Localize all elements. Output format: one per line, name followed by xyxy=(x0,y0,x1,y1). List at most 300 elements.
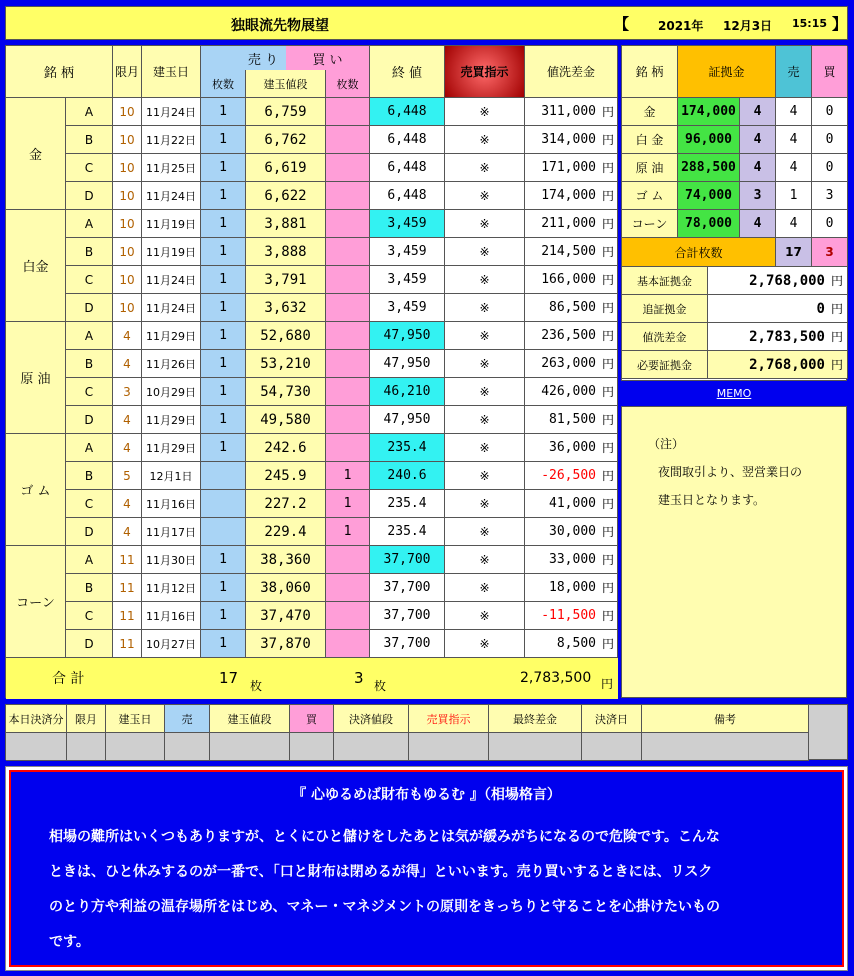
yen-unit: 円 xyxy=(601,189,614,203)
contract-month: 10 xyxy=(113,154,142,182)
side-row-count: 4 xyxy=(740,210,776,238)
position-date: 11月24日 xyxy=(142,294,201,322)
valuation-diff-cell xyxy=(525,462,618,490)
settlement-cell[interactable] xyxy=(334,733,409,761)
settlement-header-cell: 売買指示 xyxy=(409,705,489,733)
buy-count[interactable] xyxy=(326,322,370,350)
position-price[interactable]: 38,360 xyxy=(246,546,326,574)
memo-link[interactable]: MEMO xyxy=(716,386,752,400)
valuation-diff-cell xyxy=(525,182,618,210)
close-price: 6,448 xyxy=(370,98,445,126)
instruction-mark: ※ xyxy=(445,182,525,210)
instruction-mark: ※ xyxy=(445,378,525,406)
instruction-mark: ※ xyxy=(445,602,525,630)
side-row-name: コーン xyxy=(622,210,678,238)
valuation-diff: 36,000 xyxy=(549,440,596,455)
position-date: 10月27日 xyxy=(142,630,201,658)
contract-month: 4 xyxy=(113,350,142,378)
side-row-sell: 4 xyxy=(776,126,812,154)
sell-count[interactable]: 1 xyxy=(201,602,246,630)
settlement-cell[interactable] xyxy=(642,733,809,761)
side-summary xyxy=(622,267,848,379)
yen-unit: 円 xyxy=(601,385,614,399)
header-maisu-buy: 枚数 xyxy=(326,70,370,98)
buy-count[interactable] xyxy=(326,210,370,238)
buy-count[interactable] xyxy=(326,98,370,126)
contract-sub: A xyxy=(66,210,113,238)
sell-count[interactable]: 1 xyxy=(201,546,246,574)
sell-count[interactable]: 1 xyxy=(201,266,246,294)
summary-value: 2,768,000 xyxy=(749,272,825,289)
side-row-buy: 0 xyxy=(812,126,848,154)
yen-unit: 円 xyxy=(601,469,614,483)
summary-value-cell xyxy=(708,323,848,351)
buy-count[interactable] xyxy=(326,154,370,182)
contract-sub: C xyxy=(66,490,113,518)
contract-sub: B xyxy=(66,350,113,378)
position-date: 11月29日 xyxy=(142,406,201,434)
valuation-diff-cell xyxy=(525,350,618,378)
settlement-cell[interactable] xyxy=(210,733,290,761)
date-year: 2021年 xyxy=(658,19,704,33)
valuation-diff-cell xyxy=(525,322,618,350)
buy-count[interactable] xyxy=(326,378,370,406)
position-price[interactable]: 3,791 xyxy=(246,266,326,294)
contract-sub: C xyxy=(66,602,113,630)
sell-count[interactable]: 1 xyxy=(201,182,246,210)
buy-count[interactable]: 1 xyxy=(326,518,370,546)
settlement-cell[interactable] xyxy=(582,733,642,761)
sell-count[interactable]: 1 xyxy=(201,378,246,406)
yen-unit: 円 xyxy=(601,525,614,539)
side-rows xyxy=(622,98,848,238)
close-price: 47,950 xyxy=(370,322,445,350)
memo-line-note: （注） xyxy=(648,437,685,451)
yen-unit: 円 xyxy=(601,357,614,371)
contract-month: 4 xyxy=(113,434,142,462)
yen-unit: 円 xyxy=(830,330,843,344)
settlement-header xyxy=(6,705,849,733)
contract-sub: C xyxy=(66,266,113,294)
buy-count[interactable] xyxy=(326,406,370,434)
summary-value-cell xyxy=(708,351,848,379)
close-price: 3,459 xyxy=(370,266,445,294)
yen-unit: 円 xyxy=(601,273,614,287)
contract-sub: A xyxy=(66,98,113,126)
instruction-mark: ※ xyxy=(445,630,525,658)
valuation-diff-cell xyxy=(525,154,618,182)
side-row-count: 4 xyxy=(740,98,776,126)
close-price: 6,448 xyxy=(370,154,445,182)
sell-count[interactable] xyxy=(201,490,246,518)
yen-unit: 円 xyxy=(601,329,614,343)
side-row-buy: 0 xyxy=(812,98,848,126)
settlement-header-cell: 建玉日 xyxy=(106,705,165,733)
position-date: 11月29日 xyxy=(142,434,201,462)
page-title: 独眼流先物展望 xyxy=(231,18,329,34)
contract-month: 4 xyxy=(113,490,142,518)
total-sell-count: 17 xyxy=(219,669,239,687)
buy-count[interactable] xyxy=(326,434,370,462)
contract-sub: D xyxy=(66,630,113,658)
total-sell-unit: 枚 xyxy=(250,679,263,693)
summary-value-cell xyxy=(708,295,848,323)
sell-count[interactable]: 1 xyxy=(201,322,246,350)
date-bracket-close: 】 xyxy=(832,15,848,33)
settlement-cell[interactable] xyxy=(106,733,165,761)
header-gengetsu: 限月 xyxy=(113,46,142,98)
buy-count[interactable] xyxy=(326,182,370,210)
side-row-count: 3 xyxy=(740,182,776,210)
valuation-diff-cell xyxy=(525,210,618,238)
contract-month: 4 xyxy=(113,406,142,434)
side-row-amount: 96,000 xyxy=(678,126,740,154)
position-price[interactable]: 229.4 xyxy=(246,518,326,546)
position-date: 10月29日 xyxy=(142,378,201,406)
side-row-amount: 288,500 xyxy=(678,154,740,182)
proverb-line-3: のとり方や利益の温存場所をはじめ、マネー・マネジメントの原則をきっちりと守ることを心掛けたいもの xyxy=(49,899,721,915)
valuation-diff-cell xyxy=(525,546,618,574)
instruction-mark: ※ xyxy=(445,126,525,154)
group-label: コーン xyxy=(6,546,66,658)
contract-month: 11 xyxy=(113,574,142,602)
total-diff-yen: 円 xyxy=(601,677,614,691)
valuation-diff: -26,500 xyxy=(541,468,596,483)
header-shiji: 売買指示 xyxy=(445,46,525,98)
sell-count[interactable]: 1 xyxy=(201,630,246,658)
position-date: 11月24日 xyxy=(142,266,201,294)
side-row-sell: 4 xyxy=(776,98,812,126)
position-price[interactable]: 6,622 xyxy=(246,182,326,210)
position-price[interactable]: 227.2 xyxy=(246,490,326,518)
settlement-row xyxy=(6,733,849,761)
valuation-diff: 41,000 xyxy=(549,496,596,511)
side-row-amount: 74,000 xyxy=(678,182,740,210)
valuation-diff: 8,500 xyxy=(556,636,596,651)
summary-label: 追証拠金 xyxy=(622,295,708,323)
settlement-header-cell: 決済値段 xyxy=(334,705,409,733)
contract-month: 4 xyxy=(113,322,142,350)
position-price[interactable]: 3,632 xyxy=(246,294,326,322)
valuation-diff: -11,500 xyxy=(541,608,596,623)
valuation-diff: 18,000 xyxy=(549,580,596,595)
contract-sub: B xyxy=(66,238,113,266)
close-price: 6,448 xyxy=(370,126,445,154)
yen-unit: 円 xyxy=(601,441,614,455)
close-price: 6,448 xyxy=(370,182,445,210)
side-row-name: ゴ ム xyxy=(622,182,678,210)
position-date: 11月24日 xyxy=(142,182,201,210)
sell-count[interactable]: 1 xyxy=(201,406,246,434)
close-price: 37,700 xyxy=(370,602,445,630)
contract-sub: B xyxy=(66,462,113,490)
position-date: 11月12日 xyxy=(142,574,201,602)
position-price[interactable]: 38,060 xyxy=(246,574,326,602)
side-total-label: 合計枚数 xyxy=(622,238,776,267)
instruction-mark: ※ xyxy=(445,546,525,574)
instruction-mark: ※ xyxy=(445,154,525,182)
position-price[interactable]: 6,762 xyxy=(246,126,326,154)
valuation-diff: 211,000 xyxy=(541,216,596,231)
contract-month: 11 xyxy=(113,602,142,630)
position-price[interactable]: 3,888 xyxy=(246,238,326,266)
side-row-count: 4 xyxy=(740,126,776,154)
buy-count[interactable] xyxy=(326,238,370,266)
summary-label: 基本証拠金 xyxy=(622,267,708,295)
header-maisu-sell: 枚数 xyxy=(201,70,246,98)
valuation-diff: 214,500 xyxy=(541,244,596,259)
buy-count[interactable] xyxy=(326,546,370,574)
instruction-mark: ※ xyxy=(445,350,525,378)
margin-table xyxy=(621,45,847,381)
side-row-name: 原 油 xyxy=(622,154,678,182)
header-owarine: 終 値 xyxy=(370,46,445,98)
contract-sub: B xyxy=(66,574,113,602)
valuation-diff-cell xyxy=(525,126,618,154)
header-nearai: 値洗差金 xyxy=(525,46,618,98)
settlement-cell[interactable] xyxy=(165,733,210,761)
yen-unit: 円 xyxy=(601,161,614,175)
contract-month: 10 xyxy=(113,210,142,238)
buy-count[interactable] xyxy=(326,602,370,630)
valuation-diff-cell xyxy=(525,406,618,434)
contract-month: 11 xyxy=(113,546,142,574)
memo-line-2: 建玉日となります。 xyxy=(658,493,766,507)
contract-month: 4 xyxy=(113,518,142,546)
settlement-header-cell: 備考 xyxy=(642,705,809,733)
valuation-diff: 166,000 xyxy=(541,272,596,287)
position-price[interactable]: 49,580 xyxy=(246,406,326,434)
position-price[interactable]: 6,759 xyxy=(246,98,326,126)
sell-count[interactable] xyxy=(201,462,246,490)
total-label: 合 計 xyxy=(52,671,85,687)
summary-label: 値洗差金 xyxy=(622,323,708,351)
date-bracket-open: 【 xyxy=(614,15,630,33)
yen-unit: 円 xyxy=(601,217,614,231)
side-row-count: 4 xyxy=(740,154,776,182)
yen-unit: 円 xyxy=(830,302,843,316)
side-panel xyxy=(621,45,847,698)
settlement-cell[interactable] xyxy=(290,733,334,761)
side-row-buy: 0 xyxy=(812,154,848,182)
buy-count[interactable]: 1 xyxy=(326,490,370,518)
close-price: 37,700 xyxy=(370,546,445,574)
valuation-diff: 30,000 xyxy=(549,524,596,539)
valuation-diff: 236,500 xyxy=(541,328,596,343)
position-price[interactable]: 53,210 xyxy=(246,350,326,378)
position-price[interactable]: 52,680 xyxy=(246,322,326,350)
settlement-header-cell: 売 xyxy=(165,705,210,733)
yen-unit: 円 xyxy=(601,105,614,119)
contract-month: 10 xyxy=(113,126,142,154)
buy-count[interactable] xyxy=(326,630,370,658)
contract-month: 3 xyxy=(113,378,142,406)
close-price: 240.6 xyxy=(370,462,445,490)
yen-unit: 円 xyxy=(601,609,614,623)
instruction-mark: ※ xyxy=(445,434,525,462)
contract-month: 5 xyxy=(113,462,142,490)
close-price: 46,210 xyxy=(370,378,445,406)
totals-row xyxy=(6,658,618,699)
position-price[interactable]: 37,470 xyxy=(246,602,326,630)
instruction-mark: ※ xyxy=(445,294,525,322)
settlement-table xyxy=(5,704,848,760)
position-price[interactable]: 54,730 xyxy=(246,378,326,406)
side-row-sell: 1 xyxy=(776,182,812,210)
close-price: 3,459 xyxy=(370,238,445,266)
close-price: 37,700 xyxy=(370,574,445,602)
buy-count[interactable] xyxy=(326,266,370,294)
sell-count[interactable]: 1 xyxy=(201,126,246,154)
summary-value-cell xyxy=(708,267,848,295)
proverb-line-1: 相場の難所はいくつもありますが、とくにひと儲けをしたあとは気が緩みがちになるので危険です。こんな xyxy=(49,829,720,845)
proverb-line-4: です。 xyxy=(49,934,90,950)
sell-count[interactable]: 1 xyxy=(201,210,246,238)
yen-unit: 円 xyxy=(601,133,614,147)
instruction-mark: ※ xyxy=(445,266,525,294)
position-price[interactable]: 3,881 xyxy=(246,210,326,238)
contract-sub: A xyxy=(66,322,113,350)
valuation-diff: 33,000 xyxy=(549,552,596,567)
valuation-diff-cell xyxy=(525,518,618,546)
side-row-amount: 78,000 xyxy=(678,210,740,238)
position-date: 11月25日 xyxy=(142,154,201,182)
settlement-cell[interactable] xyxy=(6,733,67,761)
instruction-mark: ※ xyxy=(445,322,525,350)
close-price: 37,700 xyxy=(370,630,445,658)
header-tategyoku-price: 建玉値段 xyxy=(246,70,326,98)
valuation-diff: 311,000 xyxy=(541,104,596,119)
position-date: 11月16日 xyxy=(142,602,201,630)
contract-month: 10 xyxy=(113,238,142,266)
settlement-header-cell: 買 xyxy=(290,705,334,733)
date-month-day: 12月3日 xyxy=(723,19,773,33)
memo-line-1: 夜間取引より、翌営業日の xyxy=(658,465,803,479)
yen-unit: 円 xyxy=(601,553,614,567)
instruction-mark: ※ xyxy=(445,406,525,434)
group-label: 原 油 xyxy=(6,322,66,434)
side-total-sell: 17 xyxy=(776,238,812,267)
position-date: 11月26日 xyxy=(142,350,201,378)
yen-unit: 円 xyxy=(601,497,614,511)
contract-sub: D xyxy=(66,518,113,546)
position-price[interactable]: 6,619 xyxy=(246,154,326,182)
instruction-mark: ※ xyxy=(445,490,525,518)
buy-count[interactable] xyxy=(326,350,370,378)
settlement-header-cell: 本日決済分 xyxy=(6,705,67,733)
close-price: 3,459 xyxy=(370,294,445,322)
valuation-diff-cell xyxy=(525,98,618,126)
valuation-diff-cell xyxy=(525,378,618,406)
contract-sub: A xyxy=(66,434,113,462)
header-uri: 売 り xyxy=(201,46,326,70)
position-date: 11月30日 xyxy=(142,546,201,574)
valuation-diff: 81,500 xyxy=(549,412,596,427)
sell-count[interactable]: 1 xyxy=(201,434,246,462)
side-row-buy: 0 xyxy=(812,210,848,238)
contract-month: 10 xyxy=(113,294,142,322)
side-row-name: 白 金 xyxy=(622,126,678,154)
contract-sub: D xyxy=(66,294,113,322)
position-date: 11月17日 xyxy=(142,518,201,546)
sell-count[interactable]: 1 xyxy=(201,238,246,266)
yen-unit: 円 xyxy=(601,245,614,259)
settlement-header-cell: 限月 xyxy=(67,705,106,733)
valuation-diff-cell xyxy=(525,602,618,630)
position-date: 11月24日 xyxy=(142,98,201,126)
position-price[interactable]: 242.6 xyxy=(246,434,326,462)
summary-value: 2,783,500 xyxy=(749,328,825,345)
buy-count[interactable] xyxy=(326,294,370,322)
sell-count[interactable]: 1 xyxy=(201,574,246,602)
proverb-box xyxy=(9,770,844,967)
summary-label: 必要証拠金 xyxy=(622,351,708,379)
yen-unit: 円 xyxy=(601,413,614,427)
side-row-sell: 4 xyxy=(776,210,812,238)
buy-count[interactable] xyxy=(326,126,370,154)
valuation-diff-cell xyxy=(525,294,618,322)
total-buy-unit: 枚 xyxy=(374,679,387,693)
settlement-header-cell: 決済日 xyxy=(582,705,642,733)
contract-sub: B xyxy=(66,126,113,154)
valuation-diff: 171,000 xyxy=(541,160,596,175)
position-price[interactable]: 37,870 xyxy=(246,630,326,658)
total-diff: 2,783,500 xyxy=(520,670,592,686)
sell-count[interactable]: 1 xyxy=(201,154,246,182)
side-row-amount: 174,000 xyxy=(678,98,740,126)
proverb-title: 『 心ゆるめば財布もゆるむ 』（相場格言） xyxy=(292,787,561,803)
valuation-diff-cell xyxy=(525,574,618,602)
side-row-sell: 4 xyxy=(776,154,812,182)
title-bar xyxy=(5,6,848,40)
sell-count[interactable]: 1 xyxy=(201,98,246,126)
valuation-diff: 263,000 xyxy=(541,356,596,371)
settlement-cell[interactable] xyxy=(67,733,106,761)
position-date: 11月19日 xyxy=(142,210,201,238)
side-total-buy: 3 xyxy=(812,238,848,267)
yen-unit: 円 xyxy=(830,358,843,372)
contract-month: 10 xyxy=(113,182,142,210)
yen-unit: 円 xyxy=(601,581,614,595)
contract-month: 11 xyxy=(113,630,142,658)
side-row-buy: 3 xyxy=(812,182,848,210)
settlement-cell[interactable] xyxy=(489,733,582,761)
sell-count[interactable] xyxy=(201,518,246,546)
valuation-diff-cell xyxy=(525,630,618,658)
buy-count[interactable] xyxy=(326,574,370,602)
position-price[interactable]: 245.9 xyxy=(246,462,326,490)
group-label: ゴ ム xyxy=(6,434,66,546)
position-date: 11月22日 xyxy=(142,126,201,154)
buy-count[interactable]: 1 xyxy=(326,462,370,490)
side-header-kai: 買 xyxy=(812,46,848,98)
position-date: 11月19日 xyxy=(142,238,201,266)
side-header-meigara: 銘 柄 xyxy=(622,46,678,98)
sell-count[interactable]: 1 xyxy=(201,350,246,378)
settlement-header-cell: 最終差金 xyxy=(489,705,582,733)
contract-sub: A xyxy=(66,546,113,574)
position-date: 12月1日 xyxy=(142,462,201,490)
memo-box xyxy=(621,406,847,698)
settlement-cell[interactable] xyxy=(409,733,489,761)
group-label: 白金 xyxy=(6,210,66,322)
proverb-frame xyxy=(5,766,848,971)
header-kai: 買 い xyxy=(286,46,370,70)
valuation-diff-cell xyxy=(525,238,618,266)
valuation-diff: 426,000 xyxy=(541,384,596,399)
valuation-diff: 174,000 xyxy=(541,188,596,203)
sell-count[interactable]: 1 xyxy=(201,294,246,322)
